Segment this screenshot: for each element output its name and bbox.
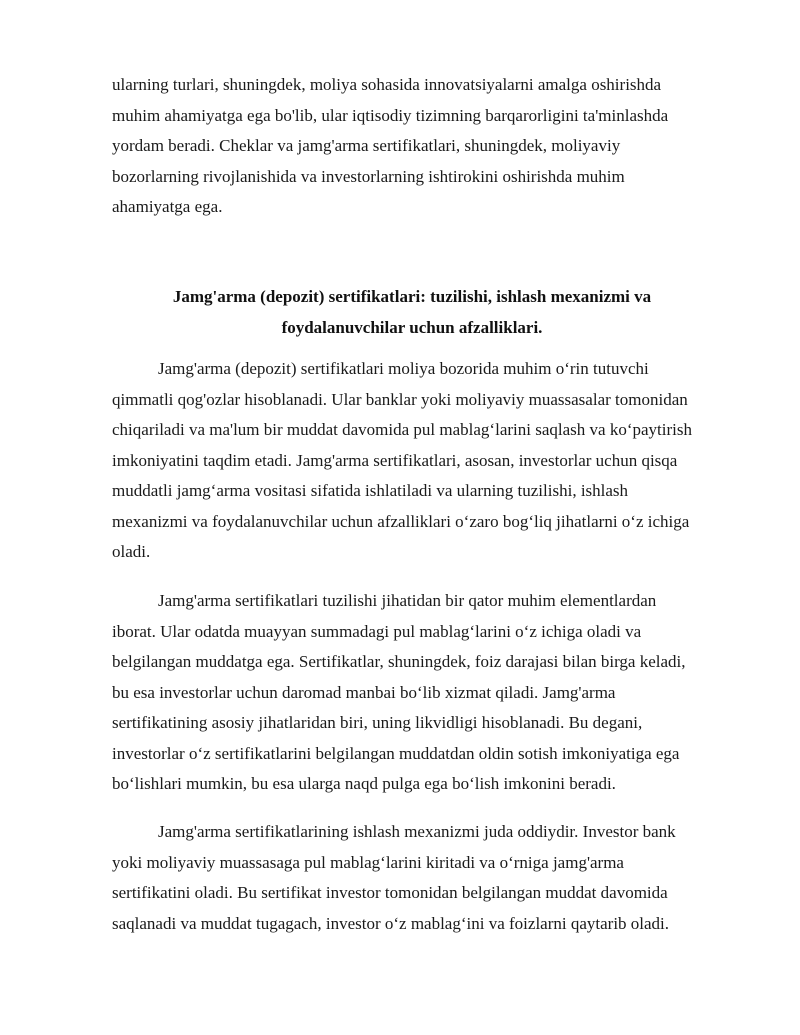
text-line: bo‘lishlari mumkin, bu esa ularga naqd pulga ega bo‘lish imkonini beradi. (112, 774, 616, 793)
text-line: sertifikatining asosiy jihatlaridan biri, uning likvidligi hisoblanadi. Bu degani, (112, 713, 643, 732)
text-line: chiqariladi va ma'lum bir muddat davomida pul mablag‘larini saqlash va ko‘paytirish (112, 420, 692, 439)
paragraph-intro (112, 354, 712, 568)
paragraph-mechanism (112, 817, 712, 939)
section-heading (112, 282, 712, 343)
text-line: Jamg'arma sertifikatlari tuzilishi jihatidan bir qator muhim elementlardan (158, 591, 657, 610)
text-line: yoki moliyaviy muassasaga pul mablag‘larini kiritadi va o‘rniga jamg'arma (112, 852, 624, 872)
text-line: muddatli jamg‘arma vositasi sifatida ishlatiladi va ularning tuzilishi, ishlash (112, 481, 629, 500)
text-line: Jamg'arma (depozit) sertifikatlari moliya bozorida muhim o‘rin tutuvchi (158, 359, 649, 378)
text-line: investorlar o‘z sertifikatlarini belgilangan muddatdan oldin sotish imkoniyatiga ega (112, 743, 680, 763)
text-line: yordam beradi. Cheklar va jamg'arma sertifikatlari, shuningdek, moliyaviy (112, 136, 621, 155)
text-line: saqlanadi va muddat tugagach, investor o‘z mablag‘ini va foizlarni qaytarib oladi. (112, 913, 670, 933)
text-line: ularning turlari, shuningdek, moliya sohasida innovatsiyalarni amalga oshirishda (112, 75, 662, 94)
text-line: oladi. (112, 542, 151, 561)
text-line: bu esa investorlar uchun daromad manbai bo‘lib xizmat qiladi. Jamg'arma (112, 682, 616, 702)
text-line: imkoniyatini taqdim etadi. Jamg'arma sertifikatlari, asosan, investorlar uchun qisqa (112, 450, 678, 470)
text-line: qimmatli qog'ozlar hisoblanadi. Ular banklar yoki moliyaviy muassasalar tomonidan (112, 389, 688, 409)
heading-line: Jamg'arma (depozit) sertifikatlari: tuzilishi, ishlash mexanizmi va (172, 287, 652, 306)
continuation-paragraph (112, 70, 712, 223)
text-line: Jamg'arma sertifikatlarining ishlash mexanizmi juda oddiydir. Investor bank (158, 822, 676, 841)
paragraph-structure (112, 586, 712, 800)
text-line: mexanizmi va foydalanuvchilar uchun afzalliklari o‘zaro bog‘liq jihatlarni o‘z ichiga (112, 511, 690, 531)
text-line: bozorlarning rivojlanishida va investorlarning ishtirokini oshirishda muhim (112, 166, 625, 186)
text-line: sertifikatini oladi. Bu sertifikat investor tomonidan belgilangan muddat davomida (112, 883, 668, 902)
text-line: iborat. Ular odatda muayyan summadagi pul mablag‘larini o‘z ichiga oladi va (112, 621, 642, 641)
heading-line: foydalanuvchilar uchun afzalliklari. (281, 317, 543, 337)
text-line: ahamiyatga ega. (112, 197, 223, 216)
text-line: belgilangan muddatga ega. Sertifikatlar, shuningdek, foiz darajasi bilan birga keladi, (112, 652, 686, 671)
text-line: muhim ahamiyatga ega bo'lib, ular iqtisodiy tizimning barqarorligini ta'minlashda (112, 105, 669, 125)
